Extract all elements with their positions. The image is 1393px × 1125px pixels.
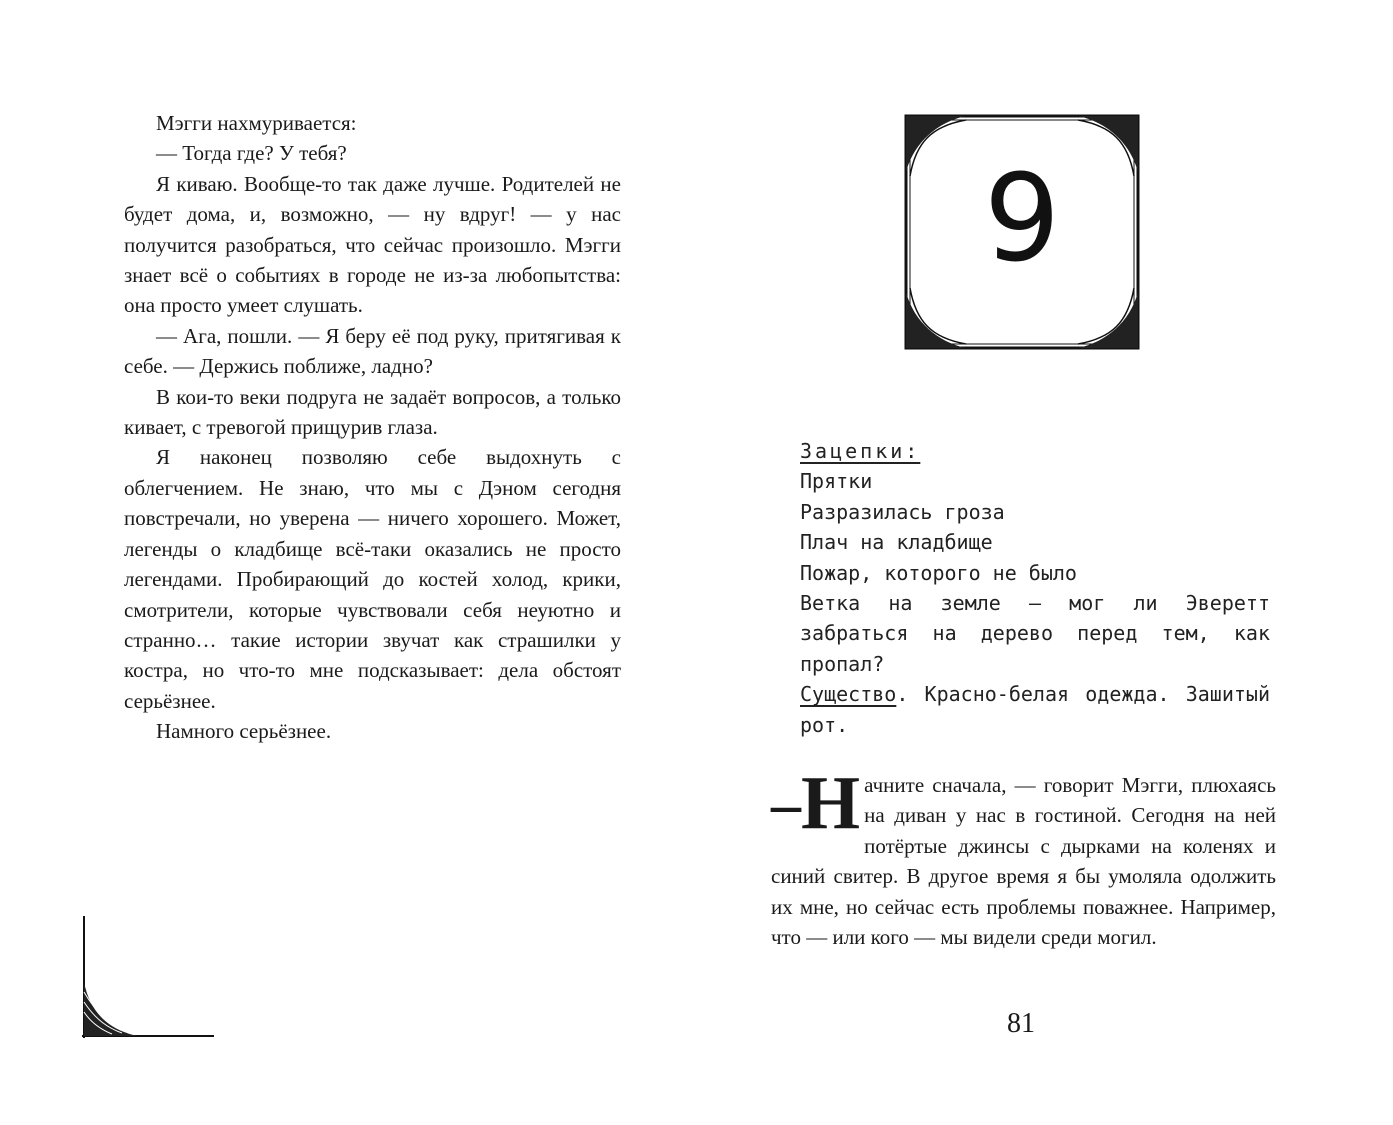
clue-creature bbox=[800, 679, 1270, 740]
opening-paragraph bbox=[771, 761, 1276, 952]
corner-ornament-icon bbox=[78, 912, 218, 1044]
chapter-opening-text bbox=[771, 761, 1276, 952]
paragraph: Намного серьёзнее. bbox=[156, 719, 332, 744]
creature-label: Существо bbox=[800, 682, 897, 707]
paragraph: В кои-то веки подруга не задаёт вопросов, а только кивает, с тревогой прищурив глаза. bbox=[124, 384, 621, 440]
creature-text: . Красно-белая одежда. Зашитый рот. bbox=[800, 682, 1270, 737]
clues-block bbox=[800, 436, 1270, 740]
paragraph: Мэгги нахмуривается: bbox=[156, 111, 357, 135]
clues-heading: Зацепки: bbox=[800, 439, 921, 463]
paragraph: Я киваю. Вообще-то так даже лучше. Родителей не будет дома, и, возможно, — ну вдруг! — у нас получится разобраться, что сейчас произошло. Мэгги знает всё о событиях в городе не из-за любопытства: она просто умеет слушать. bbox=[124, 171, 621, 318]
paragraph: — Ага, пошли. — Я беру её под руку, притягивая к себе. — Держись поближе, ладно? bbox=[124, 323, 621, 379]
paragraph: Я наконец позволяю себе выдохнуть с облегчением. Не знаю, что мы с Дэном сегодня повстречали, но уверена — ничего хорошего. Может, легенды о кладбище всё-таки оказались не просто легендами. Пробирающий до костей холод, крики, смотрители, которые чувствовали себя неуютно и странно… такие истории звучат как страшилки у костра, но что-то мне подсказывает: дела обстоят серьёзнее. bbox=[124, 445, 621, 713]
right-page bbox=[696, 0, 1393, 1125]
chapter-number-box bbox=[902, 112, 1142, 352]
clue-note: Ветка на земле — мог ли Эверетт забраться на дерево перед тем, как пропал? bbox=[800, 591, 1270, 676]
left-page-text bbox=[124, 108, 621, 747]
dropcap-letter: Н bbox=[801, 761, 861, 845]
chapter-number: 9 bbox=[983, 150, 1061, 289]
clue-item: Пожар, которого не было bbox=[800, 560, 1077, 585]
opening-text: ачните сначала, — говорит Мэгги, плюхаясь на диван у нас в гостиной. Сегодня на ней потёртые джинсы с дырками на коленях и синий свитер. В другое время я бы умоляла одолжить их мне, но сейчас есть проблемы поважнее. Например, что — или кого — мы видели среди могил. bbox=[771, 773, 1276, 950]
dropcap-dash: – bbox=[771, 771, 801, 837]
clue-item: Плач на кладбище bbox=[800, 530, 993, 555]
paragraph: — Тогда где? У тебя? bbox=[156, 141, 347, 166]
clue-item: Прятки bbox=[800, 469, 873, 494]
page-number: 81 bbox=[1007, 1008, 1035, 1039]
clue-item: Разразилась гроза bbox=[800, 499, 1005, 524]
left-page bbox=[0, 0, 696, 1125]
